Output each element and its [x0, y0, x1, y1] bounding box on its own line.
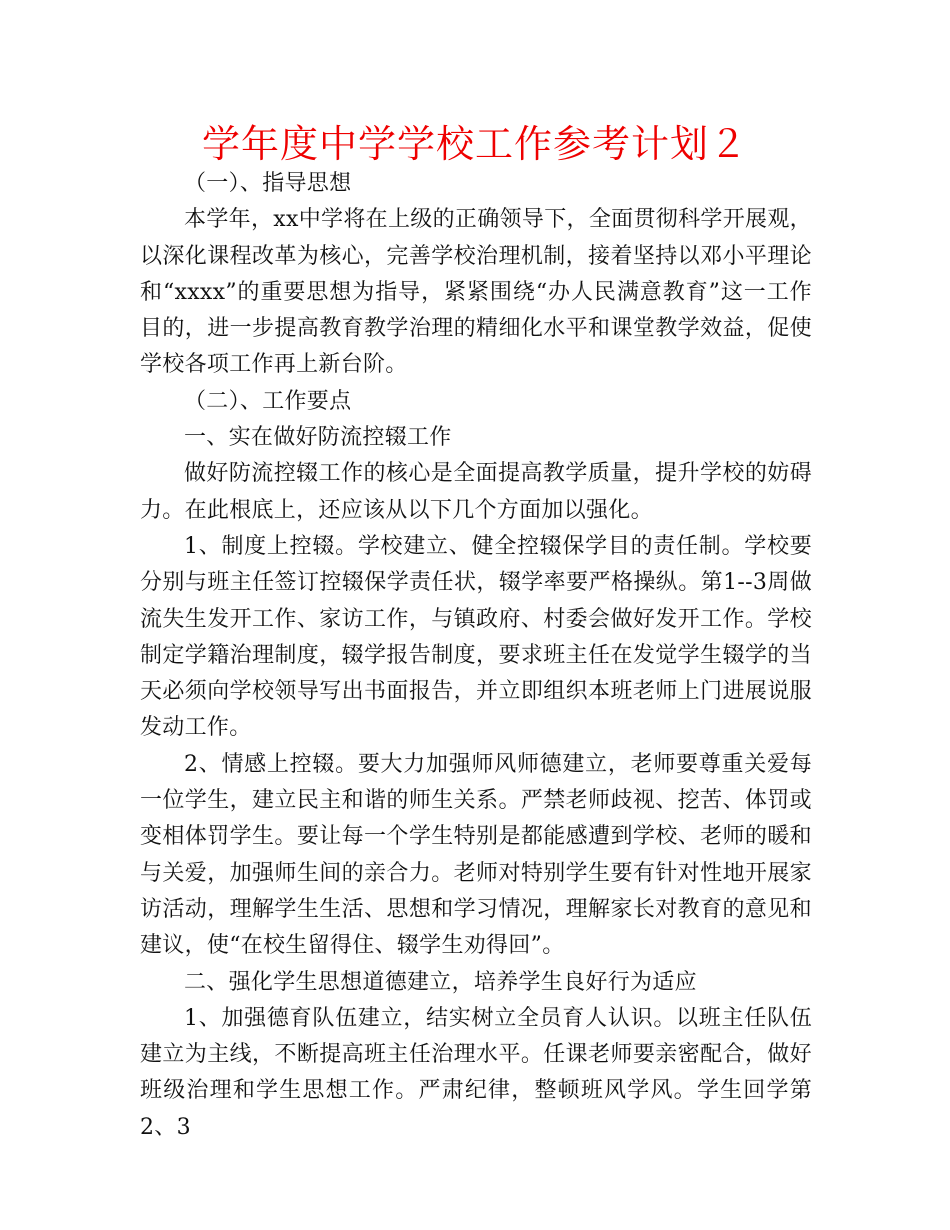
paragraph-moral-team: 1、加强德育队伍建立，结实树立全员育人认识。以班主任队伍建立为主线，不断提高班主任治理水平。任课老师要亲密配合，做好班级治理和学生思想工作。严肃纪律，整顿班风学风。学生回学第2、3 — [140, 1005, 812, 1140]
section-heading-guiding-thought: （一）、指导思想 — [184, 171, 352, 196]
section-heading-work-points: （二）、工作要点 — [184, 388, 352, 414]
document-body — [140, 166, 812, 1146]
paragraph-institutional-control: 1、制度上控辍。学校建立、健全控辍保学目的责任制。学校要分别与班主任签订控辍保学责任状，辍学率要严格操纵。第1--3周做流失生发开工作、家访工作，与镇政府、村委会做好发开工作。学校制定学籍治理制度，辍学报告制度，要求班主任在发觉学生辍学的当天必须向学校领导写出书面报告，并立即组织本班老师上门进展说服发动工作。 — [140, 533, 812, 741]
document-title: 学年度中学学校工作参考计划２ — [201, 122, 748, 166]
paragraph-emotional-control: 2、情感上控辍。要大力加强师风师德建立，老师要尊重关爱每一位学生，建立民主和谐的师生关系。严禁老师歧视、挖苦、体罚或变相体罚学生。要让每一个学生特别是都能感遭到学校、老师的暖和与关爱，加强师生间的亲合力。老师对特别学生要有针对性地开展家访活动，理解学生生活、思想和学习情况，理解家长对教育的意见和建议，使“在校生留得住、辍学生劝得回”。 — [140, 751, 812, 959]
heading-moral-education: 二、强化学生思想道德建立，培养学生良好行为适应 — [184, 969, 697, 995]
paragraph-intro: 本学年，xx中学将在上级的正确领导下，全面贯彻科学开展观，以深化课程改革为核心，完善学校治理机制，接着坚持以邓小平理论和“xxxx”的重要思想为指导，紧紧围绕“办人民满意教育”这一工作目的，进一步提高教育教学治理的精细化水平和课堂教学效益，促使学校各项工作再上新台阶。 — [140, 207, 812, 378]
heading-dropout-control: 一、实在做好防流控辍工作 — [184, 425, 452, 451]
paragraph-dropout-core: 做好防流控辍工作的核心是全面提高教学质量，提升学校的妨碍力。在此根底上，还应该从以下几个方面加以强化。 — [140, 461, 812, 523]
